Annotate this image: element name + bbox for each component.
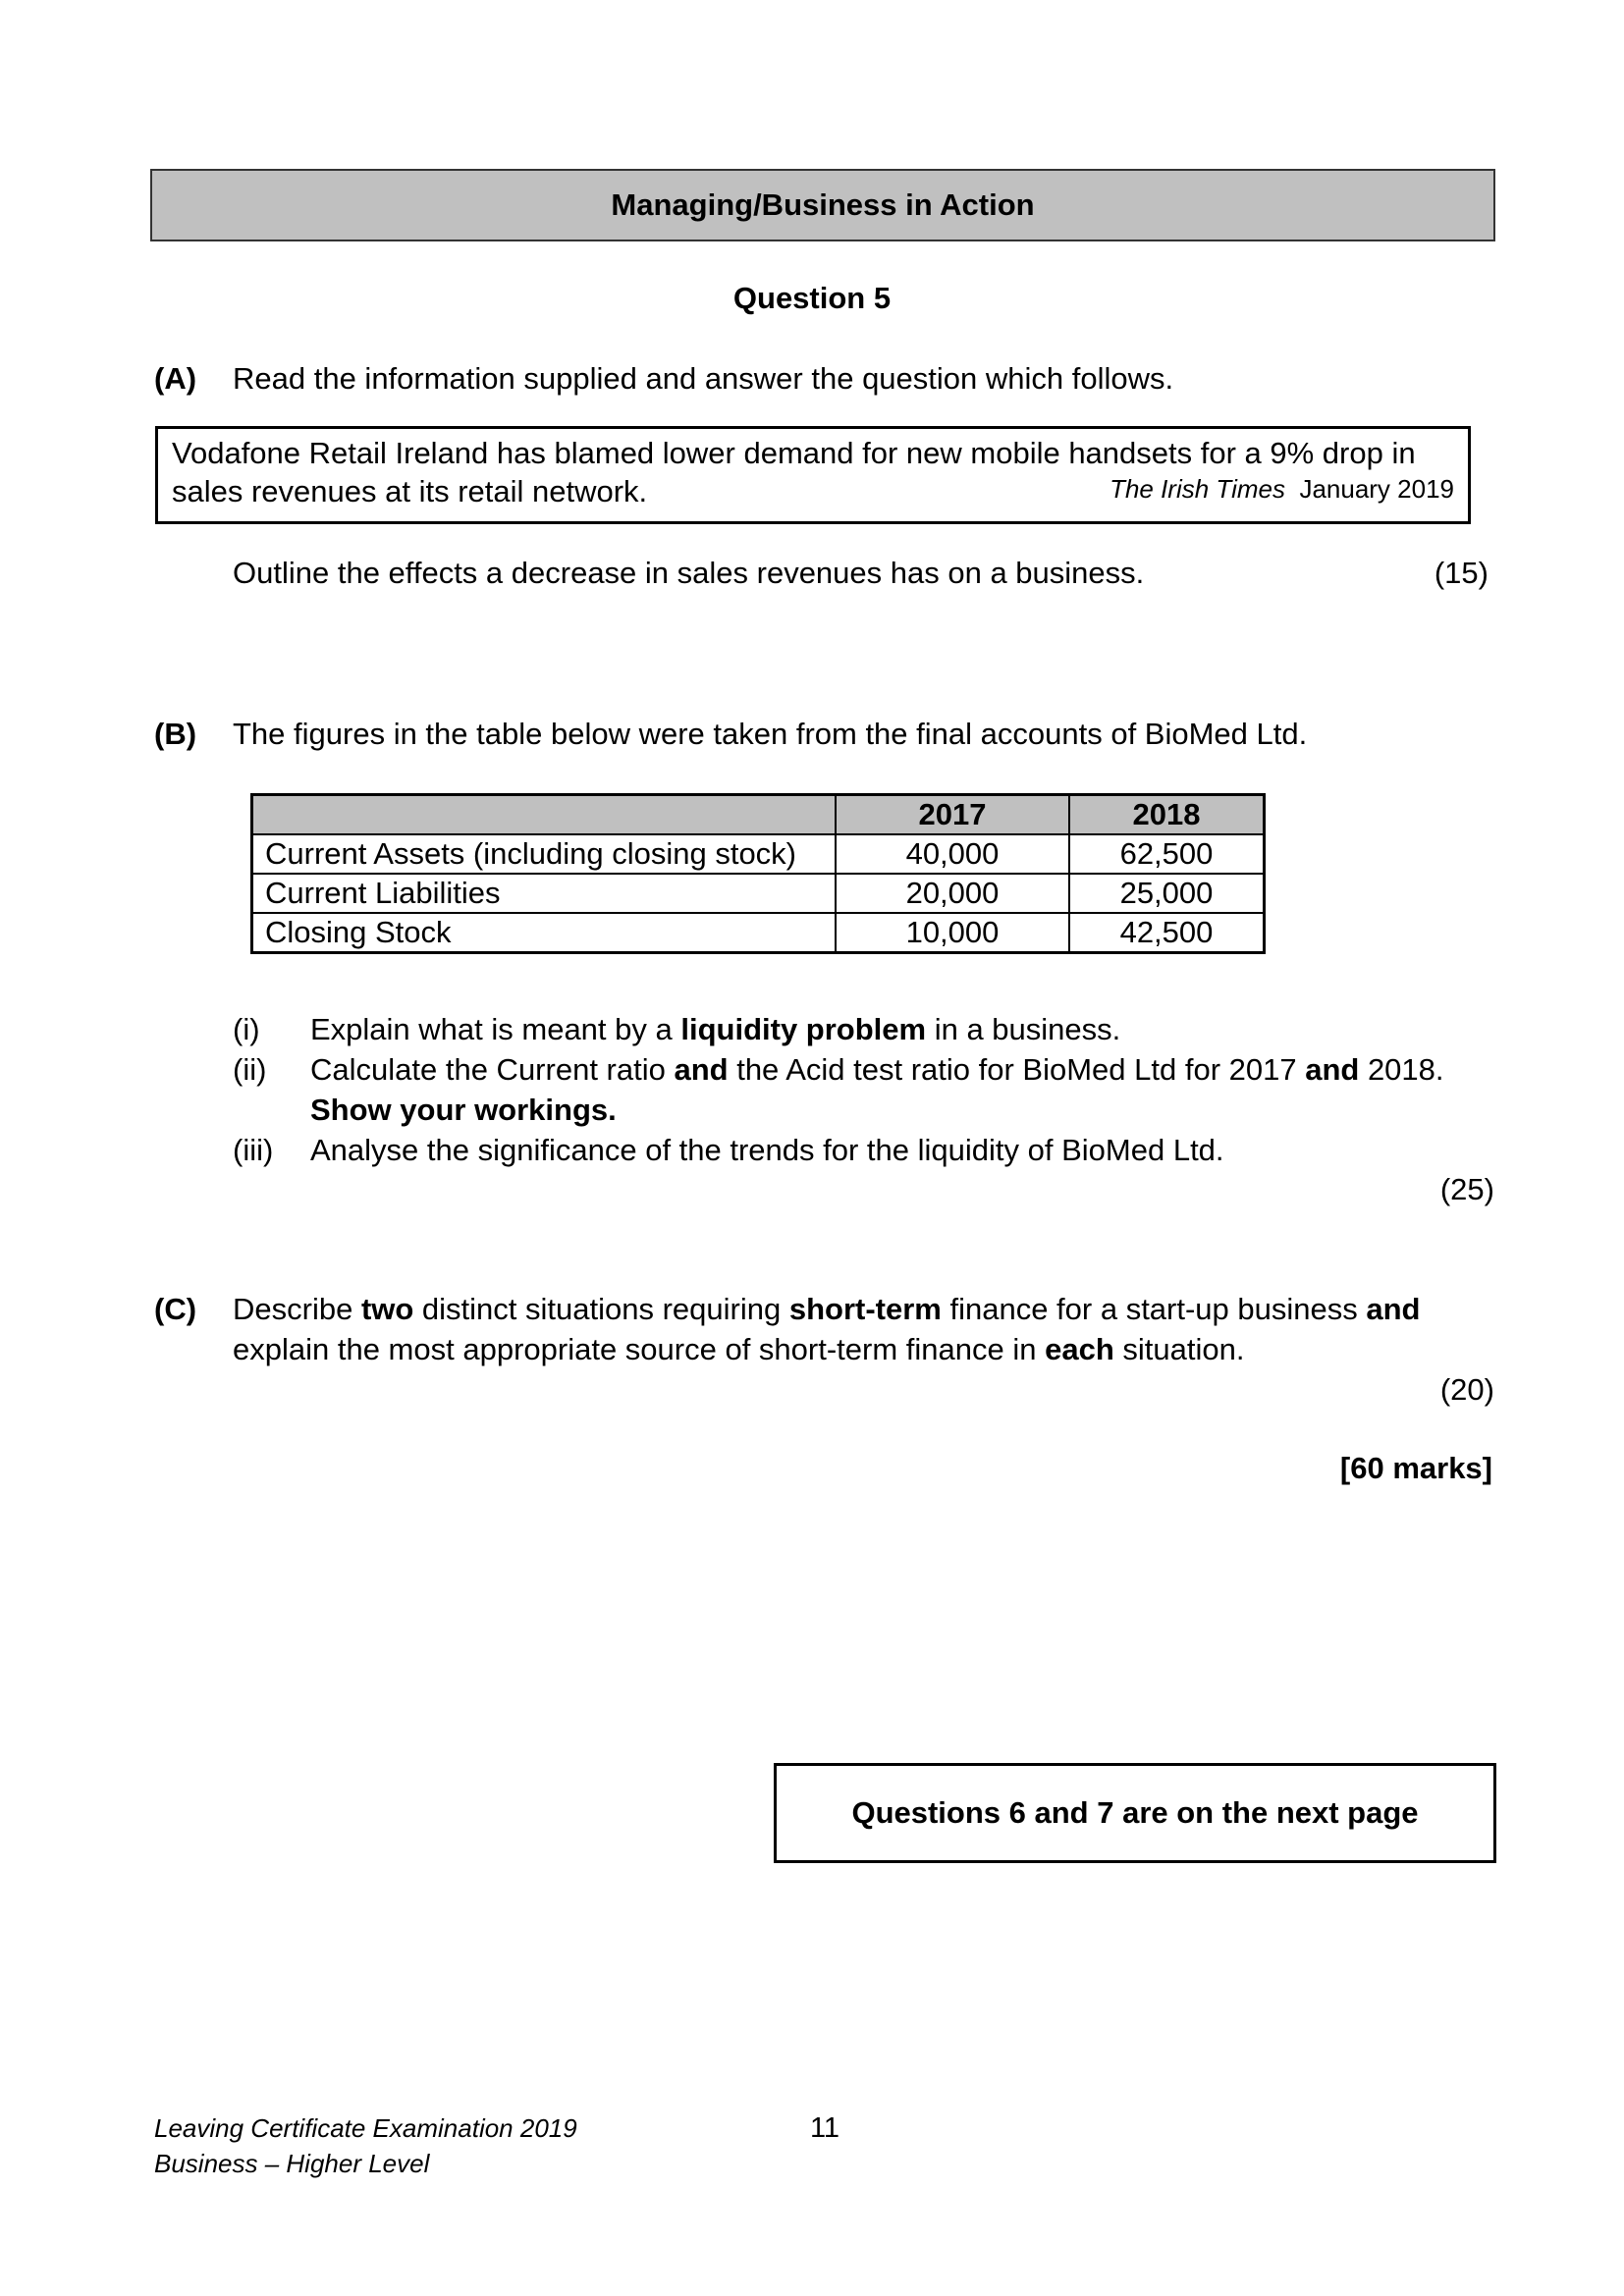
part-c-l1-e: finance for a start-up business: [941, 1292, 1367, 1326]
table-cell: 25,000: [1069, 874, 1265, 913]
part-b-letter: (B): [154, 717, 197, 751]
table-cell: Current Liabilities: [252, 874, 837, 913]
part-c-l1-f: and: [1366, 1292, 1421, 1326]
part-c-l2-a: explain the most appropriate source of short-term finance in: [233, 1332, 1046, 1366]
table-cell: Closing Stock: [252, 913, 837, 953]
item-i-bold: liquidity problem: [680, 1012, 927, 1046]
quote-source: [1110, 473, 1454, 511]
total-marks: [60 marks]: [1339, 1451, 1492, 1485]
table-row: [252, 874, 1265, 913]
part-c-l2-c: situation.: [1113, 1332, 1245, 1366]
page-number: 11: [809, 2112, 840, 2144]
table-cell: 20,000: [836, 874, 1069, 913]
part-c-line-1: [233, 1291, 1421, 1329]
part-c-l1-b: two: [360, 1292, 414, 1326]
quote-box: [155, 426, 1471, 524]
quote-line-1: Vodafone Retail Ireland has blamed lower demand for new mobile handsets for a 9% drop in: [172, 436, 1416, 470]
table-row: [252, 913, 1265, 953]
part-b-intro: The figures in the table below were taken from the final accounts of BioMed Ltd.: [233, 717, 1308, 751]
quote-line-2-row: [172, 473, 1454, 511]
item-ii-number: (ii): [233, 1052, 267, 1087]
table-header-cell: 2018: [1069, 795, 1265, 835]
item-i-number: (i): [233, 1012, 260, 1046]
table-header-cell: 2017: [836, 795, 1069, 835]
next-page-note: Questions 6 and 7 are on the next page: [851, 1794, 1419, 1830]
quote-source-title: The Irish Times: [1110, 473, 1285, 504]
table-header-row: [252, 795, 1265, 835]
table-header-cell: [252, 795, 837, 835]
part-c-l1-a: Describe: [233, 1292, 361, 1326]
item-iii-number: (iii): [233, 1133, 274, 1167]
item-ii-bold2: and: [1305, 1052, 1360, 1087]
question-title: Question 5: [732, 281, 892, 315]
quote-line-2: sales revenues at its retail network.: [172, 473, 648, 508]
footer-subject-level: Business – Higher Level: [154, 2149, 430, 2178]
next-page-box: [774, 1763, 1496, 1863]
show-workings: Show your workings.: [310, 1093, 617, 1127]
item-ii-text: [310, 1051, 1444, 1090]
item-ii-post: 2018.: [1359, 1052, 1444, 1087]
item-i-post: in a business.: [926, 1012, 1121, 1046]
part-c-line-2: [233, 1331, 1244, 1369]
table-cell: Current Assets (including closing stock): [252, 834, 837, 874]
part-a-question: Outline the effects a decrease in sales revenues has on a business.: [233, 556, 1145, 590]
part-c-l2-b: each: [1045, 1332, 1114, 1366]
part-c-l1-c: distinct situations requiring: [413, 1292, 789, 1326]
table-cell: 42,500: [1069, 913, 1265, 953]
accounts-table: [250, 793, 1266, 954]
part-a-intro: Read the information supplied and answer the question which follows.: [233, 361, 1174, 396]
table-cell: 10,000: [836, 913, 1069, 953]
item-ii-pre: Calculate the Current ratio: [310, 1052, 675, 1087]
part-c-marks: (20): [1439, 1372, 1494, 1407]
section-title: Managing/Business in Action: [611, 187, 1035, 222]
table-cell: 40,000: [836, 834, 1069, 874]
part-c-l1-d: short-term: [788, 1292, 942, 1326]
footer-exam-name: Leaving Certificate Examination 2019: [154, 2113, 577, 2143]
part-c-letter: (C): [154, 1292, 197, 1326]
table-row: [252, 834, 1265, 874]
item-i-text: [310, 1011, 1120, 1049]
item-ii-mid: the Acid test ratio for BioMed Ltd for 2017: [728, 1052, 1306, 1087]
section-banner: [150, 169, 1495, 241]
item-ii-bold: and: [674, 1052, 729, 1087]
part-a-marks: (15): [1434, 556, 1489, 590]
item-i-pre: Explain what is meant by a: [310, 1012, 681, 1046]
part-b-marks: (25): [1439, 1172, 1494, 1206]
part-a-letter: (A): [154, 361, 197, 396]
quote-source-date: January 2019: [1299, 473, 1454, 504]
item-iii-text: Analyse the significance of the trends for the liquidity of BioMed Ltd.: [310, 1133, 1224, 1167]
table-cell: 62,500: [1069, 834, 1265, 874]
